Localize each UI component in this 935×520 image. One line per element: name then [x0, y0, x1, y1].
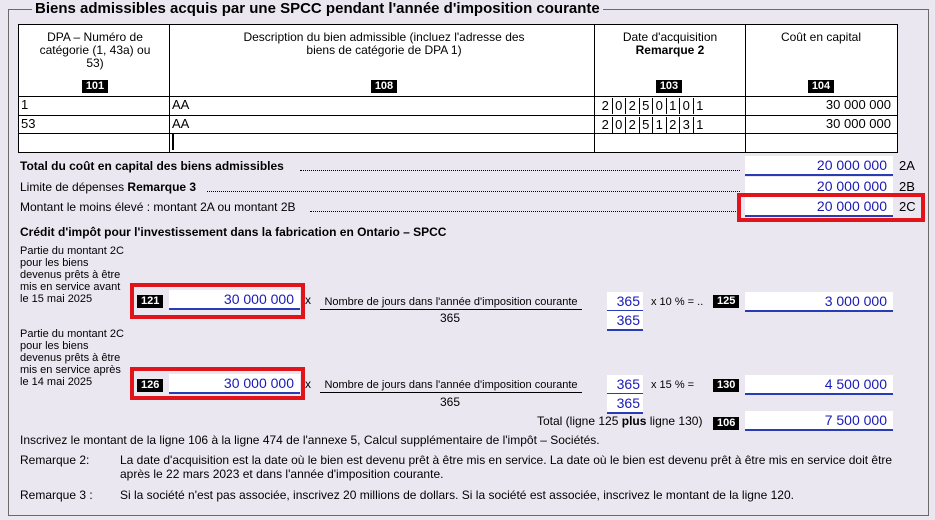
instruction-text: Inscrivez le montant de la ligne 106 à la ligne 474 de l'annexe 5, Calcul supplémentaire de l'impôt – Sociétés. [20, 433, 600, 447]
code-106: 106 [713, 413, 739, 431]
code-130: 130 [713, 375, 739, 393]
remark3-text: Si la société n'est pas associée, inscrivez 20 millions de dollars. Si la société est associée, inscrivez le montant de la ligne 120. [120, 488, 794, 502]
times-sign: x [305, 377, 311, 391]
after-numerator[interactable]: 365 [607, 375, 643, 395]
lesser-ref: 2C [899, 199, 916, 214]
header-category: DPA – Numéro de catégorie (1, 43a) ou 53) [39, 30, 151, 70]
limit-ref: 2B [899, 179, 915, 194]
after-denominator[interactable]: 365 [607, 394, 643, 414]
highlight-box-121 [130, 283, 305, 319]
before-days-label: Nombre de jours dans l'année d'imposition courante [320, 296, 582, 310]
code-104: 104 [791, 79, 851, 93]
limit-label: Limite de dépenses Remarque 3 [20, 180, 197, 194]
before-numerator[interactable]: 365 [607, 292, 643, 312]
header-cost: Coût en capital [780, 30, 862, 44]
row3-date[interactable] [599, 134, 706, 152]
times-sign: x [305, 293, 311, 307]
code-103: 103 [639, 79, 699, 93]
after-value[interactable]: 30 000 000 [169, 374, 300, 394]
after-denominator-fixed: 365 [440, 395, 461, 409]
code-108: 108 [354, 79, 414, 93]
lesser-value: 20 000 000 [745, 197, 893, 217]
row-divider [19, 115, 897, 116]
row1-cost[interactable]: 30 000 000 [825, 97, 891, 112]
row2-cost[interactable]: 30 000 000 [825, 116, 891, 131]
credit-total-label: Total (ligne 125 plus ligne 130) [537, 414, 703, 428]
highlight-box-126 [130, 367, 305, 400]
row3-description[interactable] [172, 134, 584, 150]
code-126: 126 [137, 375, 163, 393]
row1-description[interactable]: AA [172, 97, 190, 112]
rate-15: x 15 % = [651, 379, 695, 391]
row3-category[interactable] [21, 134, 161, 150]
section-title: Biens admissibles acquis par une SPCC pendant l'année d'imposition courante [32, 0, 603, 18]
before-value[interactable]: 30 000 000 [169, 290, 300, 310]
row1-category[interactable]: 1 [21, 97, 29, 112]
total-ref: 2A [899, 158, 915, 173]
remark3-label: Remarque 3 : [20, 488, 93, 502]
total-label: Total du coût en capital des biens admissibles [20, 159, 284, 173]
header-description: Description du bien admissible (incluez l'adresse des biens de catégorie de DPA 1) [243, 30, 525, 57]
before-result: 3 000 000 [745, 292, 893, 312]
remark2-text: La date d'acquisition est la date où le bien est devenu prêt à être mis en service. La date où le bien est devenu prêt à être mis en service doit être après le 22 mars 2023 et dans l'année d'imposition courante. [120, 453, 893, 481]
leader-dots [310, 211, 740, 212]
leader-dots [207, 191, 740, 192]
row2-date[interactable]: 2 0 2 5 1 2 3 1 [599, 117, 706, 133]
row2-description[interactable]: AA [172, 116, 190, 131]
rate-10: x 10 % = .. [651, 296, 704, 308]
row1-date[interactable]: 2 0 2 5 0 1 0 1 [599, 98, 706, 114]
after-result: 4 500 000 [745, 375, 893, 395]
lesser-label: Montant le moins élevé : montant 2A ou montant 2B [20, 200, 296, 214]
after-days-label: Nombre de jours dans l'année d'imposition courante [320, 379, 582, 393]
before-denominator-fixed: 365 [440, 311, 461, 325]
after-label: Partie du montant 2C pour les biens devenus prêts à être mis en service après le 14 mai 2025 [20, 328, 124, 388]
code-121: 121 [137, 291, 163, 309]
before-denominator[interactable]: 365 [607, 311, 643, 331]
row-divider [19, 96, 897, 97]
leader-dots [300, 170, 740, 171]
code-125: 125 [713, 291, 739, 309]
header-date: Date d'acquisition Remarque 2 [622, 30, 718, 57]
code-101: 101 [65, 79, 125, 93]
row2-category[interactable]: 53 [21, 116, 36, 131]
highlight-box-2c [737, 193, 925, 222]
total-value: 20 000 000 [745, 156, 893, 176]
limit-value[interactable]: 20 000 000 [745, 177, 893, 197]
credit-total-value: 7 500 000 [745, 411, 893, 431]
credit-title: Crédit d'impôt pour l'investissement dans la fabrication en Ontario – SPCC [20, 225, 447, 239]
assets-table [18, 24, 898, 153]
remark2-label: Remarque 2: [20, 453, 90, 467]
before-label: Partie du montant 2C pour les biens devenus prêts à être mis en service avant le 15 mai 2025 [20, 245, 124, 305]
